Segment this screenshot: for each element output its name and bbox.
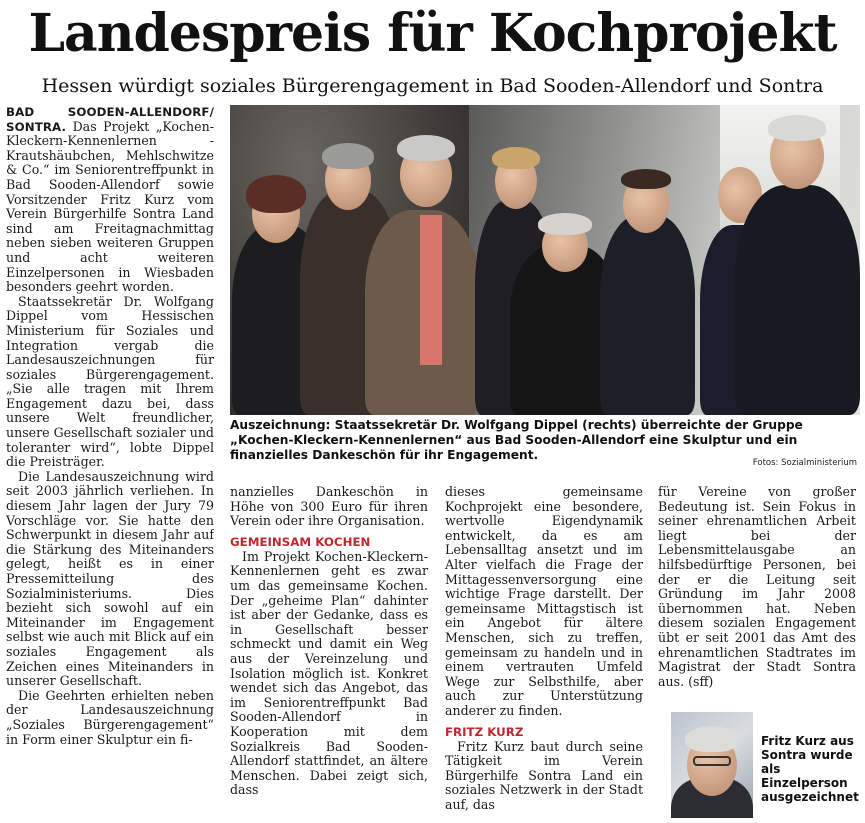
paragraph-6: Im Projekt Kochen-Kleckern-Kennenlernen geht es zwar um das gemeinsame Kochen. Der „geheime Plan“ dahinter ist aber der Gedanke, dass es in Gesellschaft besser schmeckt und damit ein Weg aus der Vereinzelung und Isolation möglich ist. Konkret wendet sich das Angebot, das im Seniorentreffpunkt Bad Sooden-Allendorf in Kooperation mit dem Sozialkreis Bad Sooden-Allendorf stattfindet, an ältere Menschen. Dabei zeigt sich, dass <box>230 548 428 798</box>
dateline: BAD SOODEN-ALLENDORF/ SONTRA. <box>6 105 214 134</box>
paragraph-1-text: Das Projekt „Kochen-Kleckern-Kennenlernen - Krautshäubchen, Mehlschwitze & Co.“ im Seniorentreffpunkt in Bad Sooden-Allendorf sowie Vorsitzender Fritz Kurz vom Verein Bürgerhilfe Sontra Land sind am Freitagnachmittag neben sieben weiteren Gruppen und acht weiteren Einzelpersonen in Wiesbaden besonders geehrt worden. <box>6 118 214 295</box>
subhead-fritz-kurz: FRITZ KURZ <box>445 724 524 739</box>
article-column-1 <box>6 105 214 821</box>
caption-lead: Auszeichnung: <box>230 418 331 432</box>
paragraph-7: dieses gemeinsame Kochprojekt eine besondere, wertvolle Eigendynamik entwickelt, da es am Lebensalltag ansetzt und im Alter vielfach die Frage der Mittagessenversorgung eine wichtige Frage darstellt. Der gemeinsame Mittagstisch ist ein Angebot für ältere Menschen, sich zu treffen, gemeinsam zu handeln und in einem vertrauten Umfeld Wege zur Selbsthilfe, aber auch zur Unterstützung anderer zu finden. <box>445 485 643 718</box>
headline: Landespreis für Kochprojekt <box>28 3 837 64</box>
photo-caption <box>230 418 860 463</box>
subheadline: Hessen würdigt soziales Bürgerengagement in Bad Sooden-Allendorf und Sontra <box>41 75 824 97</box>
article-column-3 <box>445 485 643 821</box>
photo-credit: Fotos: Sozialministerium <box>752 458 857 468</box>
paragraph-1 <box>6 105 214 295</box>
paragraph-4: Die Geehrten erhielten neben der Landesauszeichnung „Soziales Bürgerengagement“ in Form einer Skulptur ein fi- <box>6 687 214 747</box>
paragraph-5: nanzielles Dankeschön in Höhe von 300 Euro für ihren Verein oder ihre Organisation. <box>230 485 428 529</box>
paragraph-3: Die Landesauszeichnung wird seit 2003 jährlich verliehen. In diesem Jahr lagen der Jury 79 Vorschläge vor. Sie hatte den Schwerpunkt in diesem Jahr auf die Stärkung des Miteinanders gelegt, heißt es in einer Pressemitteilung des Sozialministeriums. Dies bezieht sich sowohl auf ein Miteinander im Engagement selbst wie auch mit Blick auf ein soziales Engagement als Zeichen eines Miteinanders in unserer Gesellschaft. <box>6 468 214 689</box>
group-photo <box>230 105 860 415</box>
paragraph-2: Staatssekretär Dr. Wolfgang Dippel vom Hessischen Ministerium für Soziales und Integration vergab die Landesauszeichnungen für soziales Bürgerengagement. „Sie alle tragen mit Ihrem Engagement dazu bei, dass unsere Welt freundlicher, unsere Gesellschaft sozialer und toleranter wird“, lobte Dippel die Preisträger. <box>6 293 214 470</box>
portrait-caption: Fritz Kurz aus Sontra wurde als Einzelperson ausgezeichnet <box>761 734 859 804</box>
paragraph-9: für Vereine von großer Bedeutung ist. Sein Fokus in seiner ehrenamtlichen Arbeit liegt bei der Lebensmittelausgabe an hilfsbedürftige Personen, bei der er die Leitung seit Gründung im Jahr 2008 übernommen hat. Neben diesem sozialen Engagement übt er seit 2001 das Amt des ehrenamtlichen Stadtrates im Magistrat der Stadt Sontra aus. (sff) <box>658 485 856 689</box>
article-column-4 <box>658 485 856 707</box>
article-column-2 <box>230 485 428 821</box>
paragraph-8: Fritz Kurz baut durch seine Tätigkeit im Verein Bürgerhilfe Sontra Land ein soziales Netzwerk in der Stadt auf, das <box>445 738 643 812</box>
portrait-photo <box>671 712 753 818</box>
subhead-gemeinsam-kochen: GEMEINSAM KOCHEN <box>230 534 371 549</box>
caption-text: Staatssekretär Dr. Wolfgang Dippel (rechts) überreichte der Gruppe „Kochen-Kleckern-Kennenlernen“ aus Bad Sooden-Allendorf eine Skulptur und ein finanzielles Dankeschön für ihr Engagement. <box>230 418 803 462</box>
